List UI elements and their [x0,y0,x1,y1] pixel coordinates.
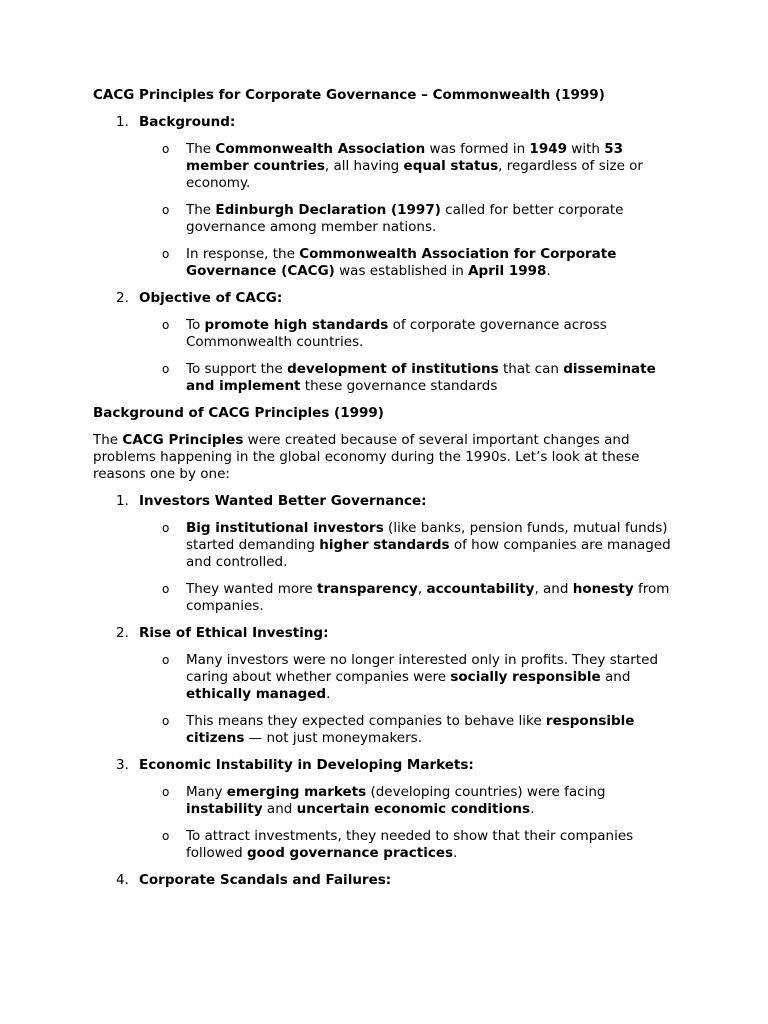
text: , regardless of size or economy. [186,158,643,191]
bold-text: higher standards [319,537,450,553]
text: from companies. [186,581,670,614]
list-item-heading: Objective of CACG: [139,290,283,306]
bold-text: disseminate and implement [186,361,656,394]
text: these governance standards [300,378,498,394]
numbered-list-item [93,625,683,642]
bullet-item [93,361,683,395]
list-number: 2. [116,625,129,641]
bullet-marker: o [162,318,170,332]
text: Many [186,784,227,800]
bullet-item [93,246,683,280]
bullet-marker: o [162,714,170,728]
document-body [93,87,683,899]
bullet-item [93,520,683,571]
bold-text: instability [186,801,263,817]
bold-text: equal status [403,158,499,174]
bullet-marker: o [162,582,170,596]
bold-text: transparency [316,581,418,597]
list-number: 1. [116,493,129,509]
bold-text: 1949 [529,141,567,157]
bullet-item [93,581,683,615]
bullet-marker: o [162,142,170,156]
bold-text: Commonwealth Association for Corporate Governance (CACG) [186,246,617,279]
text: with [567,141,605,157]
bullet-item [93,713,683,747]
numbered-list-item [93,757,683,774]
text: In response, the [186,246,300,262]
bullet-item [93,317,683,351]
text: was formed in [425,141,530,157]
list-item-heading: Corporate Scandals and Failures: [139,872,392,888]
numbered-list-item [93,290,683,307]
bullet-item [93,784,683,818]
bold-text: promote high standards [204,317,389,333]
text: , [417,581,427,597]
bullet-marker: o [162,521,170,535]
text: The [186,141,216,157]
list-item-heading: Background: [139,114,236,130]
text: was established in [334,263,469,279]
bold-text: uncertain economic conditions [296,801,531,817]
document-title: CACG Principles for Corporate Governance – Commonwealth (1999) [93,87,605,103]
text: (developing countries) were facing [366,784,606,800]
text: that can [498,361,564,377]
text: To [186,317,205,333]
bold-text: accountability [426,581,535,597]
text: The [93,432,123,448]
text: of how companies are managed and controlled. [186,537,671,570]
section-reasons-list [93,493,683,889]
list-number: 1. [116,114,129,130]
text: To attract investments, they needed to show that their companies followed [186,828,634,861]
numbered-list-item [93,114,683,131]
bold-text: CACG Principles [122,432,244,448]
intro-paragraph [93,432,683,483]
text: , and [534,581,573,597]
text: called for better corporate governance among member nations. [186,202,624,235]
bullet-text [186,246,616,279]
list-item-heading: Rise of Ethical Investing: [139,625,329,641]
bullet-text [186,652,658,702]
numbered-list-item [93,872,683,889]
bold-text: socially responsible [450,669,601,685]
bold-text: Commonwealth Association [215,141,426,157]
bullet-marker: o [162,203,170,217]
bullet-text [186,581,669,614]
text: , all having [324,158,404,174]
text: . [546,263,551,279]
bullet-marker: o [162,362,170,376]
bullet-text [186,317,607,350]
section-heading: Background of CACG Principles (1999) [93,405,384,421]
bullet-marker: o [162,829,170,843]
bold-text: responsible citizens [186,713,635,746]
bullet-text [186,141,643,191]
text: were created because of several important changes and problems happening in the global economy during the 1990s. Let’s look at these reasons one by one: [93,432,640,482]
list-item-heading: Economic Instability in Developing Markets: [139,757,474,773]
bold-text: emerging markets [226,784,367,800]
list-number: 2. [116,290,129,306]
bold-text: April 1998 [468,263,547,279]
bullet-item [93,141,683,192]
bullet-item [93,828,683,862]
bullet-item [93,652,683,703]
bullet-marker: o [162,247,170,261]
text: This means they expected companies to behave like [186,713,546,729]
bold-text: development of institutions [287,361,499,377]
list-number: 3. [116,757,129,773]
text: and [262,801,297,817]
text: . [530,801,535,817]
text: of corporate governance across Commonwealth countries. [186,317,607,350]
section-background-list [93,114,683,395]
bold-text: ethically managed [186,686,327,702]
text: To support the [186,361,288,377]
text: . [326,686,331,702]
text: They wanted more [186,581,317,597]
bold-text: good governance practices [246,845,454,861]
text: — not just moneymakers. [244,730,422,746]
text: and [600,669,631,685]
bold-text: 53 member countries [186,141,624,174]
bullet-text [186,784,605,817]
numbered-list-item [93,493,683,510]
text: The [186,202,216,218]
list-item-heading: Investors Wanted Better Governance: [139,493,427,509]
bold-text: Edinburgh Declaration (1997) [215,202,441,218]
text: Many investors were no longer interested only in profits. They started caring about whether companies were [186,652,659,685]
text: (like banks, pension funds, mutual funds) started demanding [186,520,668,553]
bullet-text [186,361,656,394]
bullet-text [186,828,633,861]
bullet-text [186,713,634,746]
bullet-marker: o [162,785,170,799]
bold-text: Big institutional investors [186,520,384,536]
bullet-marker: o [162,653,170,667]
bullet-item [93,202,683,236]
bold-text: honesty [572,581,634,597]
bullet-text [186,202,624,235]
text: . [453,845,458,861]
bullet-text [186,520,671,570]
list-number: 4. [116,872,129,888]
